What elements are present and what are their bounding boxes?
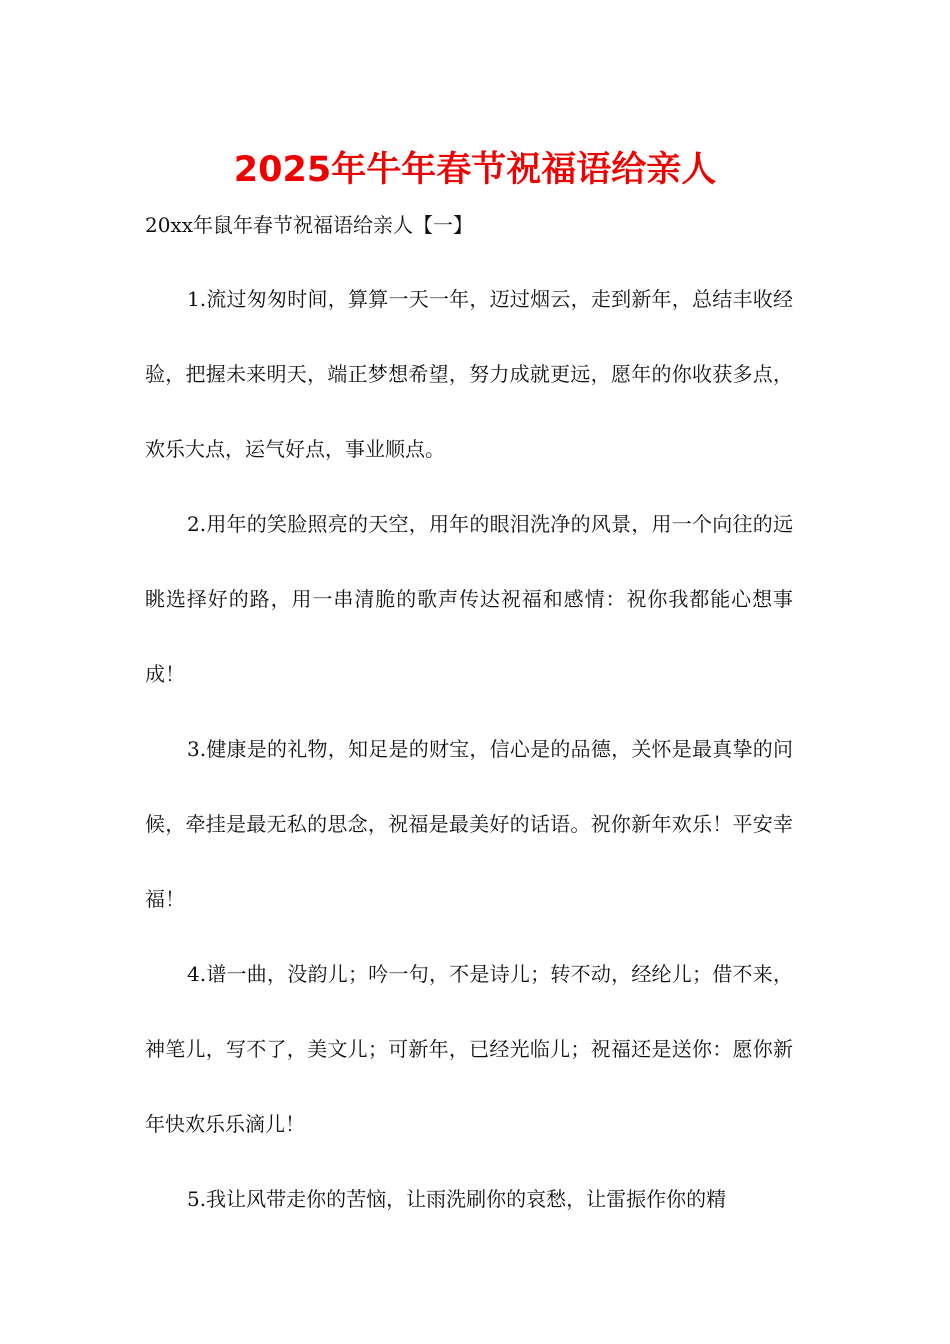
paragraph-2: 2.用年的笑脸照亮的天空，用年的眼泪洗净的风景，用一个向往的远眺选择好的路，用一串清脆的歌声传达祝福和感情：祝你我都能心想事成！ [145, 512, 793, 686]
paragraph-5: 5.我让风带走你的苦恼，让雨洗刷你的哀愁，让雷振作你的精 [187, 1187, 727, 1211]
document-title: 2025年牛年春节祝福语给亲人 [233, 150, 717, 190]
paragraph-4: 4.谱一曲，没韵儿；吟一句，不是诗儿；转不动，经纶儿；借不来，神笔儿，写不了，美文儿；可新年，已经光临儿；祝福还是送你：愿你新年快欢乐乐滴儿！ [145, 962, 793, 1136]
document-body [145, 262, 793, 1237]
section-heading: 20xx年鼠年春节祝福语给亲人【一】 [145, 213, 474, 237]
paragraph-1: 1.流过匆匆时间，算算一天一年，迈过烟云，走到新年，总结丰收经验，把握未来明天，端正梦想希望，努力成就更远，愿年的你收获多点，欢乐大点，运气好点，事业顺点。 [145, 287, 793, 461]
paragraph-3: 3.健康是的礼物，知足是的财宝，信心是的品德，关怀是最真挚的问候，牵挂是最无私的思念，祝福是最美好的话语。祝你新年欢乐！平安幸福！ [145, 737, 793, 911]
